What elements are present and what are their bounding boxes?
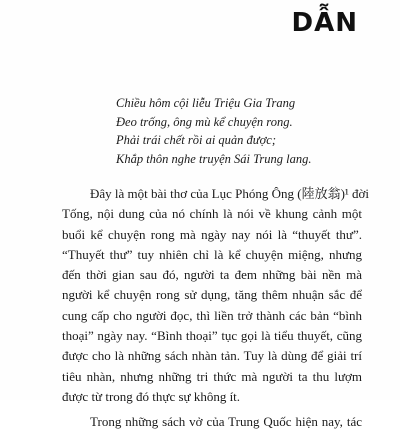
poem-line: Phải trái chết rồi ai quản được; (116, 133, 276, 147)
body-text (62, 184, 370, 433)
text-line: buổi kể chuyện rong mà ngày nay nói là “thuyết thư”. (62, 226, 362, 242)
text-line: tiêu nhàn, nhưng những tri thức mà người ta thu lượm (62, 368, 362, 384)
poem-stanza (116, 94, 312, 168)
text-line: người kể chuyện rong sử dụng, tăng thêm nhuận sắc để (62, 287, 362, 303)
text-line: được cho là những sách nhàn tản. Tuy là dùng để giải trí (62, 348, 362, 364)
text-line: được từ trong đó thực sự không ít. (62, 388, 241, 404)
text-line: cung cấp cho người đọc, thì liền trở thành các bản “bình (62, 307, 362, 323)
text-line: thoại” ngày nay. “Bình thoại” tục gọi là tiểu thuyết, cũng (62, 328, 362, 344)
text-line: Đây là một bài thơ của Lục Phóng Ông (陸放翁)¹ đời (90, 186, 370, 201)
chapter-heading: DẪN (291, 8, 358, 38)
paragraph-2 (62, 412, 362, 432)
text-line: đến thời gian sau đó, người ta đem những bài nền mà (62, 267, 362, 283)
text-line: Tống, nội dung của nó chính là nói về khung cảnh một (62, 206, 362, 222)
poem-line: Khắp thôn nghe truyện Sái Trung lang. (116, 151, 312, 166)
text-line: Trong những sách vở của Trung Quốc hiện nay, tác (90, 414, 362, 430)
poem-line: Đeo trống, ông mù kể chuyện rong. (116, 114, 293, 129)
text-line: “Thuyết thư” tuy nhiên chỉ là kể chuyện miệng, nhưng (62, 246, 362, 262)
poem-line: Chiều hôm cội liễu Triệu Gia Trang (116, 96, 296, 110)
paragraph-1 (62, 184, 370, 407)
